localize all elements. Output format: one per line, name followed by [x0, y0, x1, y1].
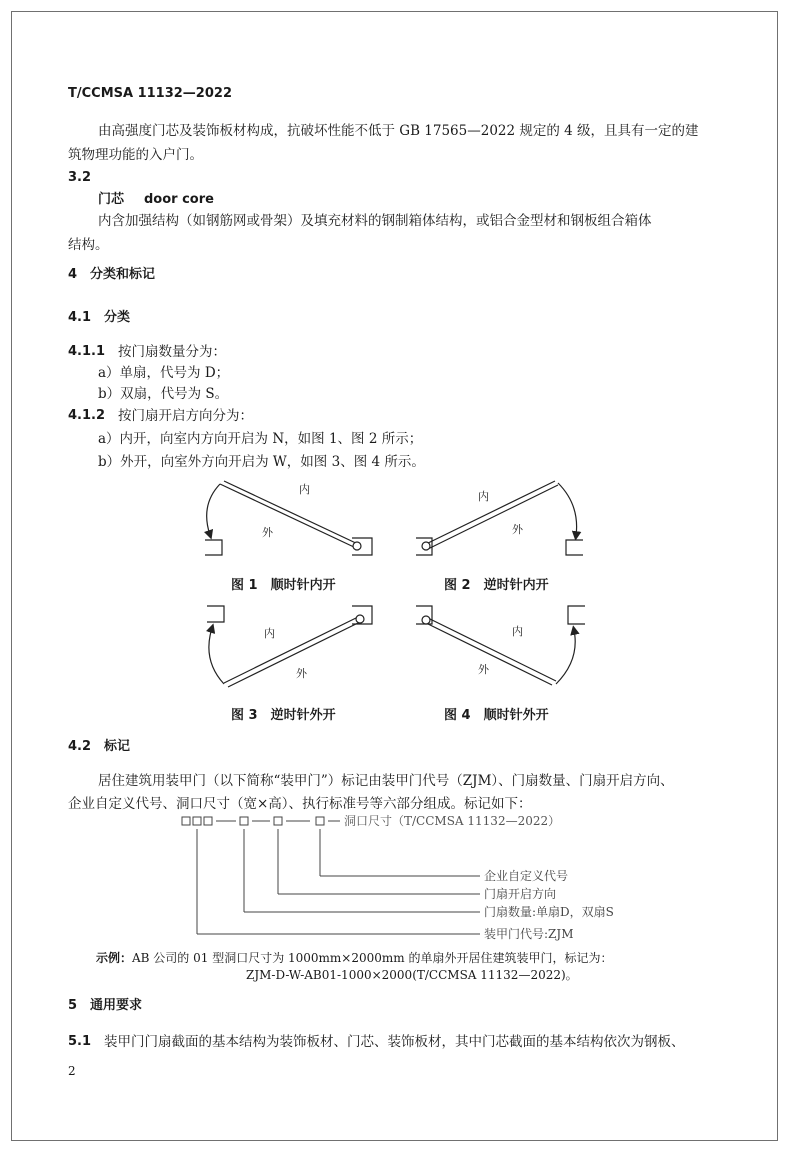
term-cn: 门芯: [98, 192, 125, 207]
section-4-title: 4 分类和标记: [68, 267, 156, 282]
section-3-2-number: 3.2: [68, 170, 92, 185]
fig2-label-out: 外: [512, 523, 523, 536]
mark-item-quantity: 门扇数量:单扇D，双扇S: [484, 905, 614, 919]
list-item-outward: b）外开，向室外方向开启为 W，如图 3、图 4 所示。: [98, 454, 425, 470]
definition-line-2: 结构。: [68, 237, 109, 253]
fig2-label-in: 内: [478, 490, 489, 503]
section-5-1-number: 5.1: [68, 1034, 92, 1049]
intro-line-1: 由高强度门芯及装饰板材构成，抗破坏性能不低于 GB 17565—2022 规定的 4 级，且具有一定的建: [98, 123, 699, 139]
mark-item-enterprise: 企业自定义代号: [484, 869, 569, 883]
term-en: door core: [144, 192, 214, 207]
section-4-2-title: 4.2 标记: [68, 739, 131, 754]
example-label: 示例：: [96, 951, 133, 965]
section-4-1-2-number: 4.1.2: [68, 408, 106, 423]
page-number: 2: [68, 1064, 76, 1078]
section-4-1-1-text: 按门扇数量分为：: [118, 344, 226, 360]
figure-3-caption: 图 3 逆时针外开: [231, 708, 336, 723]
standard-code: T/CCMSA 11132—2022: [68, 86, 232, 101]
example-line-1: AB 公司的 01 型洞口尺寸为 1000mm×2000mm 的单扇外开居住建筑装甲门，标记为：: [132, 951, 613, 965]
fig3-label-in: 内: [264, 627, 275, 640]
intro-line-2: 筑物理功能的入户门。: [68, 147, 203, 163]
list-item-double: b）双扇，代号为 S。: [98, 386, 229, 402]
definition-line-1: 内含加强结构（如钢筋网或骨架）及填充材料的钢制箱体结构，或铝合金型材和钢板组合箱体: [98, 213, 652, 229]
mark-item-direction: 门扇开启方向: [484, 887, 557, 901]
fig1-label-out: 外: [262, 526, 273, 539]
list-item-inward: a）内开，向室内方向开启为 N，如图 1、图 2 所示；: [98, 431, 423, 447]
section-4-2-para-1: 居住建筑用装甲门（以下简称“装甲门”）标记由装甲门代号（ZJM）、门扇数量、门扇开启方向、: [98, 773, 674, 789]
figure-4-caption: 图 4 顺时针外开: [444, 708, 549, 723]
fig4-label-in: 内: [512, 625, 523, 638]
example-line-2: ZJM-D-W-AB01-1000×2000(T/CCMSA 11132—2022)。: [246, 968, 578, 982]
fig1-label-in: 内: [299, 483, 310, 496]
list-item-single: a）单扇，代号为 D；: [98, 365, 230, 381]
figure-2-caption: 图 2 逆时针内开: [444, 578, 549, 593]
section-4-1-2-text: 按门扇开启方向分为：: [118, 408, 253, 424]
fig4-label-out: 外: [478, 663, 489, 676]
section-4-1-title: 4.1 分类: [68, 310, 131, 325]
section-4-2-para-2: 企业自定义代号、洞口尺寸（宽×高）、执行标准号等六部分组成。标记如下：: [68, 796, 532, 812]
section-5-title: 5 通用要求: [68, 998, 143, 1013]
mark-item-code: 装甲门代号:ZJM: [484, 927, 574, 941]
mark-tail: 洞口尺寸（T/CCMSA 11132—2022）: [344, 814, 561, 828]
fig3-label-out: 外: [296, 667, 307, 680]
section-5-1-text: 装甲门门扇截面的基本结构为装饰板材、门芯、装饰板材，其中门芯截面的基本结构依次为钢板、: [104, 1034, 685, 1050]
section-4-1-1-number: 4.1.1: [68, 344, 106, 359]
figure-1-caption: 图 1 顺时针内开: [231, 578, 336, 593]
